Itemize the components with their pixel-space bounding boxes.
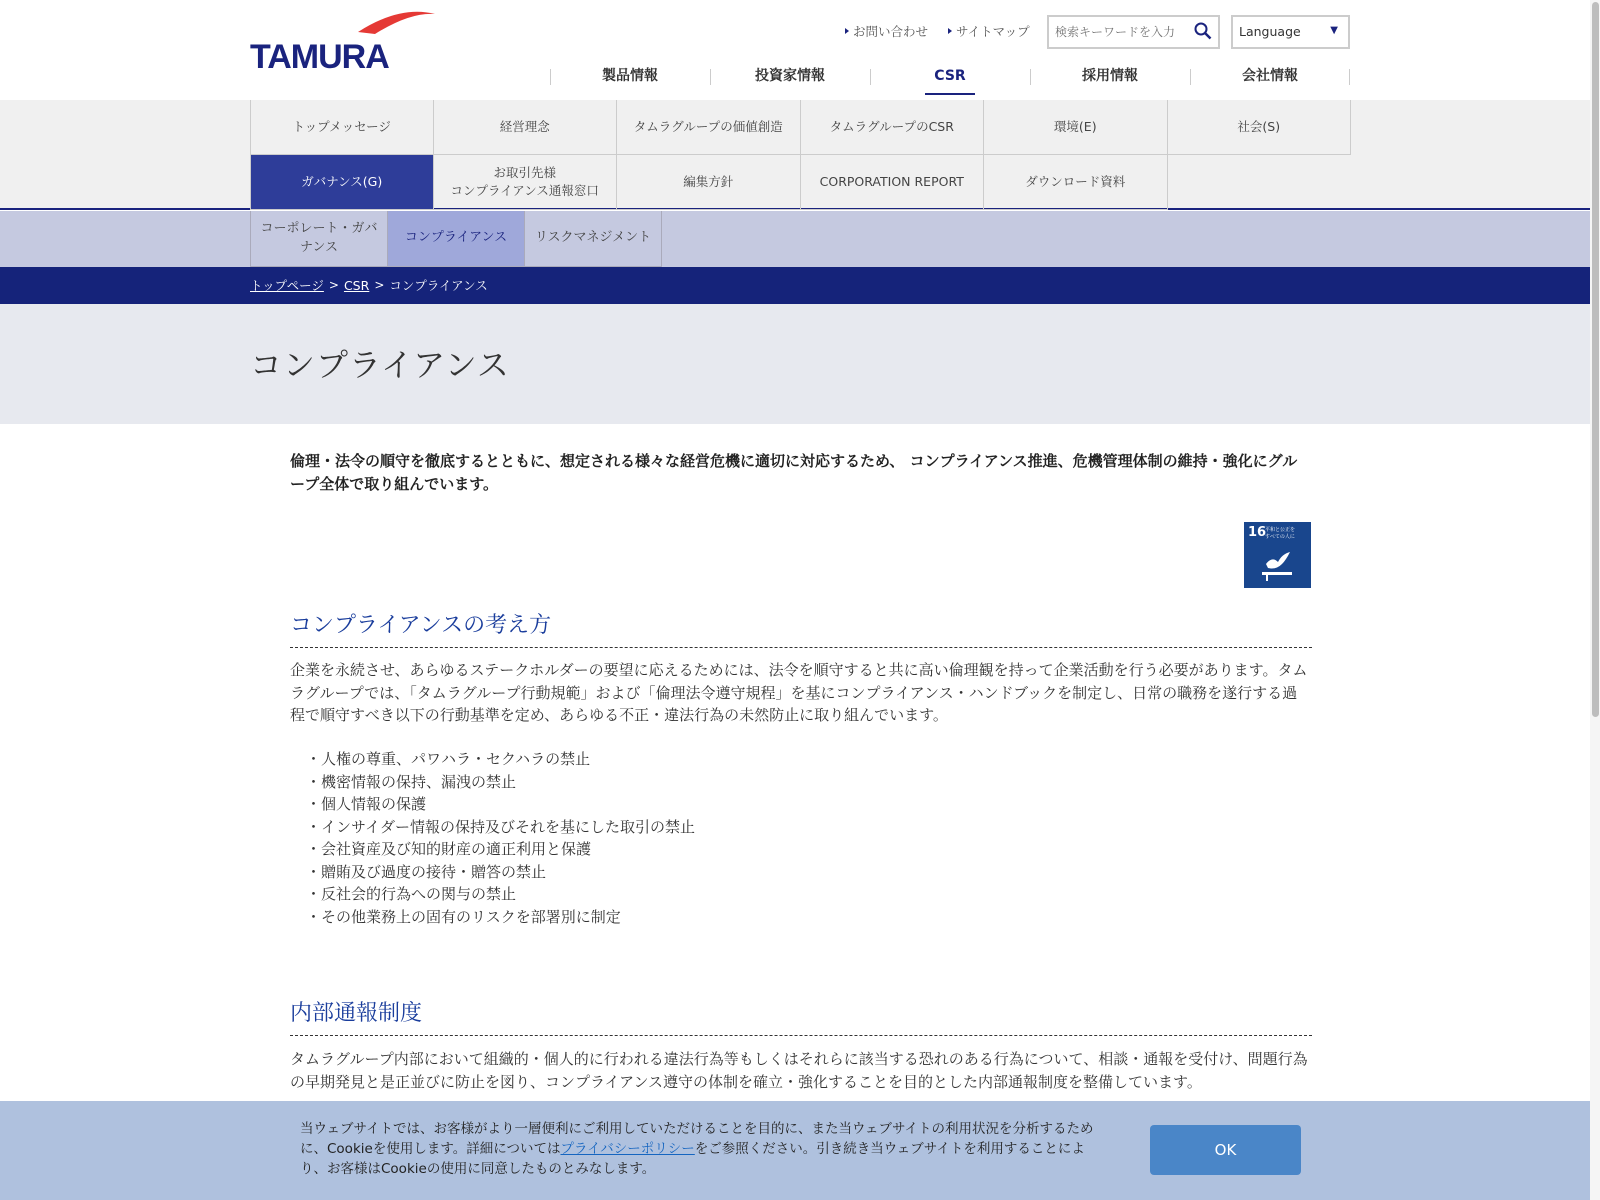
subnav-philosophy[interactable]: 経営理念 — [434, 100, 618, 155]
lead-text: 倫理・法令の順守を徹底するとともに、想定される様々な経営危機に適切に対応するため、 コンプライアンス推進、危機管理体制の維持・強化にグループ全体で取り組んでいます。 — [290, 452, 1298, 494]
subnav-governance[interactable]: ガバナンス(G) — [250, 155, 434, 210]
subnav-environment[interactable]: 環境(E) — [984, 100, 1168, 155]
subnav-value-creation[interactable]: タムラグループの価値創造 — [617, 100, 801, 155]
conduct-standards-list — [306, 748, 695, 928]
section-heading: 内部通報制度 — [290, 996, 1312, 1036]
section-internal-reporting — [290, 996, 1312, 1036]
breadcrumb-csr[interactable]: CSR — [343, 277, 370, 293]
caret-down-icon: ▼ — [1330, 25, 1338, 36]
list-item: ・人権の尊重、パワハラ・セクハラの禁止 — [306, 750, 591, 768]
list-item: ・反社会的行為への関与の禁止 — [306, 885, 517, 903]
search-icon[interactable] — [1194, 22, 1212, 40]
nav-company[interactable]: 会社情報 — [1190, 64, 1350, 94]
subnav-editorial-policy[interactable]: 編集方針 — [617, 155, 801, 210]
arrow-right-icon — [948, 28, 952, 34]
active-underline — [925, 93, 975, 95]
main-content — [290, 450, 1312, 1091]
section-compliance-philosophy — [290, 608, 1312, 648]
dove-icon — [1260, 546, 1296, 582]
breadcrumb — [250, 276, 488, 294]
section-body: タムラグループ内部において組織的・個人的に行われる違法行為等もしくはそれらに該当する恐れのある行為について、相談・通報を受付け、問題行為の早期発見と是正並びに防止を図り、コンプライアンス遵守の体制を確立・強化することを目的とした内部通報制度を整備しています。 — [290, 1050, 1308, 1091]
logo-text: TAMURA — [250, 38, 389, 72]
subnav-social[interactable]: 社会(S) — [1168, 100, 1352, 155]
breadcrumb-bar — [0, 267, 1600, 304]
thirdnav-corporate-governance[interactable]: コーポレート・ガバナンス — [250, 211, 388, 267]
section-heading: コンプライアンスの考え方 — [290, 608, 1312, 648]
sitemap-link[interactable]: サイトマップ — [948, 22, 1030, 40]
thirdnav-risk-management[interactable]: リスクマネジメント — [524, 211, 662, 267]
list-item: ・インサイダー情報の保持及びそれを基にした取引の禁止 — [306, 817, 695, 836]
subnav-top-message[interactable]: トップメッセージ — [250, 100, 434, 155]
chevron-right-icon: > — [374, 278, 385, 292]
subnav-corporation-report[interactable]: CORPORATION REPORT — [801, 155, 985, 210]
csr-subnav — [250, 100, 1351, 210]
list-item: ・贈賄及び過度の接待・贈答の禁止 — [306, 862, 547, 881]
page-title: コンプライアンス — [250, 346, 510, 384]
governance-subnav — [250, 211, 661, 267]
list-item: ・個人情報の保護 — [306, 795, 427, 813]
nav-investors[interactable]: 投資家情報 — [710, 64, 870, 94]
nav-recruit[interactable]: 採用情報 — [1030, 64, 1190, 94]
subnav-downloads[interactable]: ダウンロード資料 — [984, 155, 1168, 210]
sdg-16-badge — [1244, 522, 1311, 588]
contact-link[interactable]: お問い合わせ — [845, 22, 928, 40]
subnav-group-csr[interactable]: タムラグループのCSR — [801, 100, 985, 155]
search-box — [1047, 15, 1220, 49]
scrollbar[interactable] — [1590, 0, 1600, 1200]
title-band — [0, 304, 1600, 424]
breadcrumb-home[interactable]: トップページ — [250, 278, 324, 293]
site-header — [0, 0, 1600, 100]
thirdnav-background — [0, 211, 1600, 267]
list-item: ・その他業務上の固有のリスクを部署別に制定 — [306, 907, 621, 926]
search-input[interactable] — [1055, 23, 1195, 41]
section-body: 企業を永続させ、あらゆるステークホルダーの要望に応えるためには、法令を順守すると共に高い倫理観を持って企業活動を行う必要があります。タムラグループでは、「タムラグループ行動規範」および「倫理法令遵守規程」を基にコンプライアンス・ハンドブックを制定し、日常の職務を遂行する過程で順守すべき以下の行動基準を定め、あらゆる不正・違法行為の未然防止に取り組んでいます。 — [290, 661, 1308, 724]
cookie-banner — [0, 1101, 1600, 1200]
nav-csr[interactable]: CSR — [870, 64, 1030, 94]
sdg-text: 平和と公正を すべての人に — [1265, 527, 1296, 540]
breadcrumb-current: コンプライアンス — [389, 278, 488, 293]
privacy-policy-link[interactable]: プライバシーポリシー — [560, 1141, 695, 1157]
list-item: ・会社資産及び知的財産の適正利用と保護 — [306, 840, 592, 858]
cookie-ok-button[interactable]: OK — [1150, 1125, 1301, 1175]
list-item: ・機密情報の保持、漏洩の禁止 — [306, 772, 517, 791]
thirdnav-compliance[interactable]: コンプライアンス — [387, 211, 525, 267]
scrollbar-thumb[interactable] — [1592, 2, 1599, 717]
language-select[interactable]: Language ▼ — [1231, 15, 1350, 49]
sdg-number: 16 — [1248, 525, 1267, 540]
arrow-right-icon — [845, 28, 849, 34]
main-nav — [550, 64, 1350, 94]
subnav-supplier-hotline[interactable]: お取引先様 コンプライアンス通報窓口 — [434, 155, 618, 210]
subnav-empty-cell — [1168, 155, 1352, 210]
cookie-text: 当ウェブサイトでは、お客様がより一層便利にご利用していただけることを目的に、また当ウェブサイトの利用状況を分析するために、Cookieを使用します。詳細についてはプライバシーポリシーをご参照ください。引き続き当ウェブサイトを利用することにより、お客様はCookieの使用に同意したものとみなします。 — [300, 1121, 1094, 1177]
nav-products[interactable]: 製品情報 — [550, 64, 710, 94]
tamura-logo[interactable] — [250, 10, 436, 72]
chevron-right-icon: > — [328, 278, 339, 292]
